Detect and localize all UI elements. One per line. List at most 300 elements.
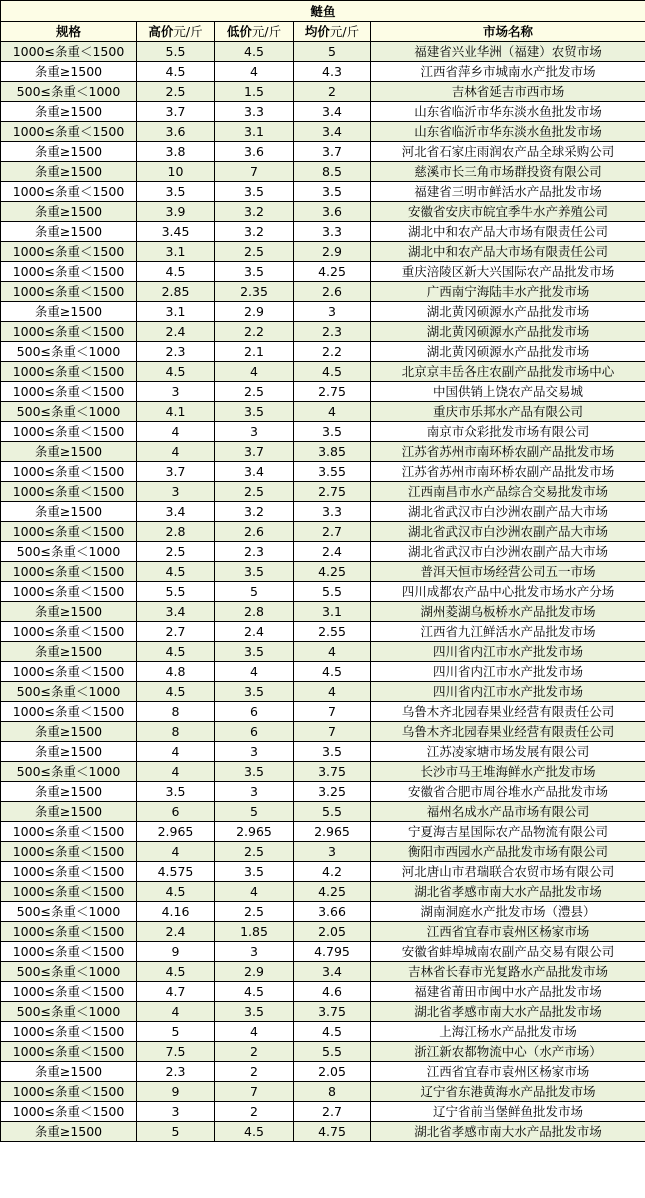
avg-price-cell: 5 [294,42,371,62]
table-row [1,62,645,82]
spec-cell: 条重≥1500 [1,1062,137,1082]
high-price-cell: 4 [137,762,215,782]
low-price-cell: 2.4 [215,622,294,642]
high-price-cell: 8 [137,702,215,722]
avg-price-cell: 4.75 [294,1122,371,1142]
high-price-cell: 3.9 [137,202,215,222]
spec-cell: 1000≤条重＜1500 [1,662,137,682]
spec-cell: 条重≥1500 [1,142,137,162]
spec-cell: 1000≤条重＜1500 [1,582,137,602]
low-price-cell: 3.5 [215,642,294,662]
table-row [1,562,645,582]
table-row [1,1082,645,1102]
market-name-cell: 吉林省延吉市西市场 [371,82,645,102]
high-price-cell: 2.4 [137,322,215,342]
spec-cell: 1000≤条重＜1500 [1,1042,137,1062]
market-name-cell: 江苏省苏州市南环桥农副产品批发市场 [371,442,645,462]
avg-price-cell: 3.85 [294,442,371,462]
market-name-cell: 江西省宜春市袁州区杨家市场 [371,1062,645,1082]
low-price-cell: 5 [215,582,294,602]
high-price-cell: 4.8 [137,662,215,682]
high-price-cell: 2.7 [137,622,215,642]
spec-cell: 500≤条重＜1000 [1,342,137,362]
market-name-cell: 湖北省孝感市南大水产品批发市场 [371,882,645,902]
spec-cell: 500≤条重＜1000 [1,682,137,702]
low-price-cell: 6 [215,702,294,722]
high-price-cell: 4 [137,442,215,462]
table-row [1,42,645,62]
low-price-cell: 4 [215,1022,294,1042]
market-name-cell: 湖北黄冈硕源水产品批发市场 [371,322,645,342]
market-name-cell: 江西省九江鲜活水产品批发市场 [371,622,645,642]
table-row [1,922,645,942]
avg-price-cell: 2.4 [294,542,371,562]
table-body [1,42,645,1142]
avg-price-cell: 4.2 [294,862,371,882]
spec-cell: 1000≤条重＜1500 [1,882,137,902]
header-low-price [215,22,294,42]
avg-price-cell: 4.25 [294,882,371,902]
avg-price-cell: 4.5 [294,362,371,382]
table-row [1,422,645,442]
high-price-cell: 5.5 [137,42,215,62]
market-name-cell: 山东省临沂市华东淡水鱼批发市场 [371,102,645,122]
avg-price-cell: 3.1 [294,602,371,622]
avg-price-cell: 4.25 [294,262,371,282]
high-price-cell: 4.5 [137,682,215,702]
high-price-cell: 2.8 [137,522,215,542]
low-price-cell: 2 [215,1102,294,1122]
low-price-cell: 2.9 [215,302,294,322]
spec-cell: 条重≥1500 [1,62,137,82]
avg-price-cell: 3 [294,302,371,322]
spec-cell: 1000≤条重＜1500 [1,422,137,442]
table-row [1,342,645,362]
spec-cell: 1000≤条重＜1500 [1,122,137,142]
market-name-cell: 河北唐山市君瑞联合农贸市场有限公司 [371,862,645,882]
low-price-cell: 3.6 [215,142,294,162]
spec-cell: 条重≥1500 [1,502,137,522]
market-name-cell: 湖北黄冈硕源水产品批发市场 [371,302,645,322]
avg-price-cell: 2 [294,82,371,102]
table-row [1,1102,645,1122]
high-price-cell: 4.575 [137,862,215,882]
market-name-cell: 福建省兴业华洲（福建）农贸市场 [371,42,645,62]
header-high-price [137,22,215,42]
avg-price-cell: 4 [294,402,371,422]
high-price-cell: 3 [137,382,215,402]
market-name-cell: 重庆市乐邦水产品有限公司 [371,402,645,422]
market-name-cell: 福州名成水产品市场有限公司 [371,802,645,822]
high-price-cell: 4 [137,422,215,442]
high-price-cell: 7.5 [137,1042,215,1062]
low-price-cell: 3.3 [215,102,294,122]
high-price-cell: 2.5 [137,82,215,102]
market-name-cell: 湖北黄冈硕源水产品批发市场 [371,342,645,362]
high-price-cell: 3.1 [137,302,215,322]
low-price-cell: 4.5 [215,982,294,1002]
low-price-cell: 4 [215,662,294,682]
market-name-cell: 宁夏海吉星国际农产品物流有限公司 [371,822,645,842]
high-price-cell: 3.45 [137,222,215,242]
avg-price-cell: 3.5 [294,422,371,442]
low-price-cell: 4 [215,62,294,82]
high-price-cell: 3.7 [137,462,215,482]
high-price-cell: 2.85 [137,282,215,302]
market-name-cell: 吉林省长春市光复路水产品批发市场 [371,962,645,982]
spec-cell: 1000≤条重＜1500 [1,922,137,942]
market-name-cell: 慈溪市长三角市场群投资有限公司 [371,162,645,182]
table-row [1,602,645,622]
spec-cell: 1000≤条重＜1500 [1,322,137,342]
market-name-cell: 江苏省苏州市南环桥农副产品批发市场 [371,462,645,482]
market-name-cell: 乌鲁木齐北园春果业经营有限责任公司 [371,702,645,722]
market-name-cell: 湖州菱湖乌板桥水产品批发市场 [371,602,645,622]
high-price-cell: 5.5 [137,582,215,602]
avg-price-cell: 3.4 [294,102,371,122]
market-name-cell: 湖南洞庭水产批发市场（澧县） [371,902,645,922]
table-row [1,302,645,322]
high-price-cell: 5 [137,1022,215,1042]
avg-price-cell: 2.75 [294,382,371,402]
high-price-cell: 4.5 [137,262,215,282]
avg-price-cell: 4.3 [294,62,371,82]
avg-price-cell: 8 [294,1082,371,1102]
high-price-cell: 4.16 [137,902,215,922]
market-name-cell: 中国供销上饶农产品交易城 [371,382,645,402]
low-price-cell: 3.1 [215,122,294,142]
table-row [1,162,645,182]
header-avg-unit: 元/斤 [329,24,360,39]
market-name-cell: 四川省内江市水产批发市场 [371,682,645,702]
low-price-cell: 2.3 [215,542,294,562]
market-name-cell: 江西南昌市水产品综合交易批发市场 [371,482,645,502]
spec-cell: 条重≥1500 [1,722,137,742]
spec-cell: 条重≥1500 [1,642,137,662]
table-title: 鲢鱼 [1,1,645,22]
table-row [1,1042,645,1062]
header-low-label: 低价 [226,24,252,39]
market-name-cell: 山东省临沂市华东淡水鱼批发市场 [371,122,645,142]
avg-price-cell: 3.3 [294,222,371,242]
table-row [1,222,645,242]
spec-cell: 条重≥1500 [1,102,137,122]
header-avg-price [294,22,371,42]
high-price-cell: 4 [137,1002,215,1022]
high-price-cell: 4.1 [137,402,215,422]
low-price-cell: 7 [215,162,294,182]
spec-cell: 1000≤条重＜1500 [1,262,137,282]
avg-price-cell: 2.75 [294,482,371,502]
table-row [1,322,645,342]
table-row [1,542,645,562]
low-price-cell: 2.8 [215,602,294,622]
spec-cell: 1000≤条重＜1500 [1,1022,137,1042]
spec-cell: 1000≤条重＜1500 [1,382,137,402]
market-name-cell: 湖北省武汉市白沙洲农副产品大市场 [371,522,645,542]
spec-cell: 500≤条重＜1000 [1,402,137,422]
header-avg-label: 均价 [304,24,330,39]
low-price-cell: 4 [215,362,294,382]
spec-cell: 条重≥1500 [1,802,137,822]
high-price-cell: 10 [137,162,215,182]
low-price-cell: 2.1 [215,342,294,362]
market-name-cell: 江西省萍乡市城南水产批发市场 [371,62,645,82]
table-row [1,182,645,202]
market-name-cell: 江西省宜春市袁州区杨家市场 [371,922,645,942]
low-price-cell: 3.5 [215,682,294,702]
low-price-cell: 3.5 [215,862,294,882]
spec-cell: 1000≤条重＜1500 [1,182,137,202]
table-row [1,702,645,722]
market-name-cell: 湖北省武汉市白沙洲农副产品大市场 [371,502,645,522]
table-row [1,122,645,142]
low-price-cell: 3.2 [215,202,294,222]
low-price-cell: 4.5 [215,1122,294,1142]
low-price-cell: 5 [215,802,294,822]
market-name-cell: 南京市众彩批发市场有限公司 [371,422,645,442]
avg-price-cell: 3.5 [294,182,371,202]
spec-cell: 1000≤条重＜1500 [1,1082,137,1102]
avg-price-cell: 2.6 [294,282,371,302]
high-price-cell: 4 [137,742,215,762]
avg-price-cell: 2.05 [294,922,371,942]
spec-cell: 1000≤条重＜1500 [1,242,137,262]
table-row [1,662,645,682]
table-row [1,622,645,642]
market-name-cell: 福建省三明市鲜活水产品批发市场 [371,182,645,202]
low-price-cell: 2.35 [215,282,294,302]
spec-cell: 1000≤条重＜1500 [1,482,137,502]
spec-cell: 条重≥1500 [1,742,137,762]
low-price-cell: 3.5 [215,182,294,202]
high-price-cell: 3.8 [137,142,215,162]
header-spec: 规格 [1,22,137,42]
avg-price-cell: 4.795 [294,942,371,962]
market-name-cell: 乌鲁木齐北园春果业经营有限责任公司 [371,722,645,742]
table-row [1,882,645,902]
table-row [1,1022,645,1042]
avg-price-cell: 3.5 [294,742,371,762]
market-name-cell: 四川省内江市水产批发市场 [371,642,645,662]
low-price-cell: 4 [215,882,294,902]
low-price-cell: 2 [215,1042,294,1062]
avg-price-cell: 2.9 [294,242,371,262]
market-name-cell: 河北省石家庄雨润农产品全球采购公司 [371,142,645,162]
high-price-cell: 3.4 [137,602,215,622]
low-price-cell: 2.965 [215,822,294,842]
table-row [1,742,645,762]
table-row [1,82,645,102]
market-name-cell: 湖北中和农产品大市场有限责任公司 [371,222,645,242]
avg-price-cell: 2.965 [294,822,371,842]
table-row [1,362,645,382]
low-price-cell: 1.85 [215,922,294,942]
spec-cell: 1000≤条重＜1500 [1,42,137,62]
low-price-cell: 3 [215,742,294,762]
spec-cell: 1000≤条重＜1500 [1,842,137,862]
avg-price-cell: 2.7 [294,1102,371,1122]
table-row [1,522,645,542]
table-row [1,242,645,262]
low-price-cell: 2 [215,1062,294,1082]
market-name-cell: 辽宁省前当堡鲜鱼批发市场 [371,1102,645,1122]
avg-price-cell: 3.3 [294,502,371,522]
high-price-cell: 2.965 [137,822,215,842]
high-price-cell: 8 [137,722,215,742]
avg-price-cell: 7 [294,702,371,722]
market-name-cell: 安徽省安庆市皖宜季牛水产养殖公司 [371,202,645,222]
market-name-cell: 北京京丰岳各庄农副产品批发市场中心 [371,362,645,382]
avg-price-cell: 2.3 [294,322,371,342]
high-price-cell: 3.5 [137,182,215,202]
avg-price-cell: 5.5 [294,582,371,602]
avg-price-cell: 3.75 [294,762,371,782]
market-name-cell: 福建省莆田市闽中水产品批发市场 [371,982,645,1002]
avg-price-cell: 2.55 [294,622,371,642]
spec-cell: 1000≤条重＜1500 [1,942,137,962]
avg-price-cell: 8.5 [294,162,371,182]
avg-price-cell: 4 [294,642,371,662]
market-name-cell: 广西南宁海陆丰水产批发市场 [371,282,645,302]
avg-price-cell: 4 [294,682,371,702]
low-price-cell: 3.7 [215,442,294,462]
low-price-cell: 3 [215,942,294,962]
market-name-cell: 长沙市马王堆海鲜水产批发市场 [371,762,645,782]
low-price-cell: 3.2 [215,222,294,242]
spec-cell: 500≤条重＜1000 [1,82,137,102]
spec-cell: 条重≥1500 [1,442,137,462]
spec-cell: 1000≤条重＜1500 [1,1102,137,1122]
market-name-cell: 湖北省孝感市南大水产品批发市场 [371,1002,645,1022]
table-row [1,962,645,982]
low-price-cell: 3.2 [215,502,294,522]
table-row [1,502,645,522]
avg-price-cell: 2.05 [294,1062,371,1082]
low-price-cell: 2.9 [215,962,294,982]
table-row [1,402,645,422]
high-price-cell: 4.7 [137,982,215,1002]
avg-price-cell: 3 [294,842,371,862]
high-price-cell: 9 [137,942,215,962]
table-row [1,822,645,842]
header-low-unit: 元/斤 [251,24,282,39]
high-price-cell: 3 [137,1102,215,1122]
high-price-cell: 4.5 [137,962,215,982]
avg-price-cell: 5.5 [294,802,371,822]
spec-cell: 条重≥1500 [1,302,137,322]
high-price-cell: 4.5 [137,62,215,82]
header-market-name: 市场名称 [371,22,645,42]
market-name-cell: 湖北省武汉市白沙洲农副产品大市场 [371,542,645,562]
low-price-cell: 4.5 [215,42,294,62]
spec-cell: 条重≥1500 [1,202,137,222]
spec-cell: 条重≥1500 [1,602,137,622]
low-price-cell: 3.4 [215,462,294,482]
avg-price-cell: 2.2 [294,342,371,362]
table-row [1,1062,645,1082]
high-price-cell: 2.5 [137,542,215,562]
market-name-cell: 上海江杨水产品批发市场 [371,1022,645,1042]
high-price-cell: 3.4 [137,502,215,522]
table-row [1,902,645,922]
spec-cell: 1000≤条重＜1500 [1,622,137,642]
avg-price-cell: 5.5 [294,1042,371,1062]
table-title-row [1,1,645,22]
low-price-cell: 2.5 [215,482,294,502]
market-name-cell: 江苏凌家塘市场发展有限公司 [371,742,645,762]
spec-cell: 1000≤条重＜1500 [1,562,137,582]
high-price-cell: 2.3 [137,1062,215,1082]
avg-price-cell: 3.75 [294,1002,371,1022]
table-row [1,482,645,502]
high-price-cell: 5 [137,1122,215,1142]
avg-price-cell: 3.4 [294,962,371,982]
high-price-cell: 2.4 [137,922,215,942]
avg-price-cell: 3.55 [294,462,371,482]
market-name-cell: 重庆涪陵区新大兴国际农产品批发市场 [371,262,645,282]
low-price-cell: 2.2 [215,322,294,342]
low-price-cell: 2.6 [215,522,294,542]
low-price-cell: 2.5 [215,382,294,402]
market-name-cell: 普洱天恒市场经营公司五一市场 [371,562,645,582]
table-row [1,762,645,782]
table-row [1,982,645,1002]
table-row [1,862,645,882]
header-high-unit: 元/斤 [173,24,203,39]
table-row [1,262,645,282]
avg-price-cell: 3.25 [294,782,371,802]
spec-cell: 500≤条重＜1000 [1,902,137,922]
market-name-cell: 湖北中和农产品大市场有限责任公司 [371,242,645,262]
market-name-cell: 湖北省孝感市南大水产品批发市场 [371,1122,645,1142]
spec-cell: 1000≤条重＜1500 [1,282,137,302]
low-price-cell: 2.5 [215,242,294,262]
low-price-cell: 3 [215,782,294,802]
high-price-cell: 3.5 [137,782,215,802]
spec-cell: 条重≥1500 [1,1122,137,1142]
header-row [1,22,645,42]
table-row [1,582,645,602]
low-price-cell: 1.5 [215,82,294,102]
low-price-cell: 2.5 [215,842,294,862]
table-row [1,282,645,302]
table-row [1,102,645,122]
low-price-cell: 2.5 [215,902,294,922]
spec-cell: 1000≤条重＜1500 [1,822,137,842]
high-price-cell: 3.1 [137,242,215,262]
spec-cell: 条重≥1500 [1,782,137,802]
avg-price-cell: 4.6 [294,982,371,1002]
low-price-cell: 3.5 [215,762,294,782]
table-row [1,1002,645,1022]
market-name-cell: 安徽省蚌埠城南农副产品交易有限公司 [371,942,645,962]
avg-price-cell: 3.4 [294,122,371,142]
low-price-cell: 3.5 [215,402,294,422]
table-row [1,842,645,862]
table-row [1,1122,645,1142]
spec-cell: 条重≥1500 [1,222,137,242]
spec-cell: 条重≥1500 [1,162,137,182]
table-row [1,782,645,802]
avg-price-cell: 3.6 [294,202,371,222]
market-name-cell: 浙江新农都物流中心（水产市场） [371,1042,645,1062]
table-row [1,202,645,222]
spec-cell: 500≤条重＜1000 [1,542,137,562]
avg-price-cell: 3.66 [294,902,371,922]
table-row [1,142,645,162]
table-row [1,442,645,462]
